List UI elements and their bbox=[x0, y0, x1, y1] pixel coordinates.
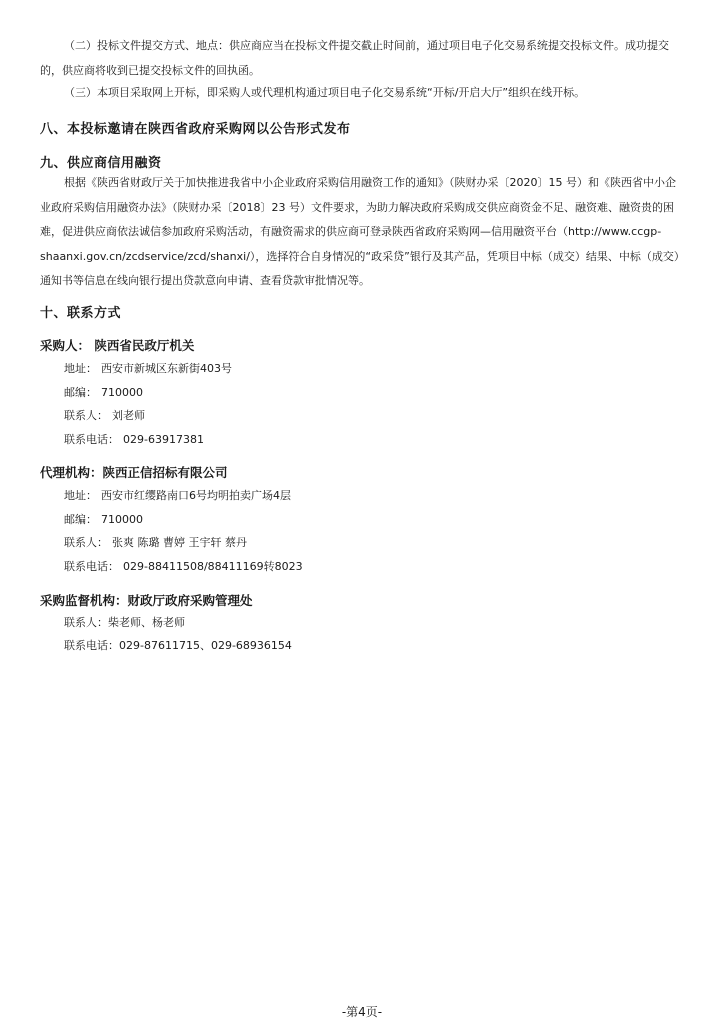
supervisor-contact: 柴老师、杨老师 bbox=[108, 616, 185, 629]
agency-heading: 代理机构：陕西正信招标有限公司 bbox=[40, 465, 228, 480]
purchaser-contact-row bbox=[64, 407, 145, 423]
supervisor-phone-row bbox=[64, 637, 292, 653]
online-opening-paragraph: （三）本项目采取网上开标，即采购人或代理机构通过项目电子化交易系统“开标/开启大厅”组织在线开标。 bbox=[64, 86, 586, 99]
address-label: 地址： bbox=[64, 489, 97, 502]
agency-postcode: 710000 bbox=[101, 513, 143, 526]
supervisor-heading: 采购监督机构：财政厅政府采购管理处 bbox=[40, 593, 253, 608]
purchaser-address-row bbox=[64, 360, 232, 376]
purchaser-phone: 029-63917381 bbox=[123, 433, 204, 446]
supervisor-phone: 029-87611715、029-68936154 bbox=[119, 639, 292, 652]
supervisor-contact-row bbox=[64, 614, 185, 630]
purchaser-postcode-row bbox=[64, 384, 143, 400]
phone-label: 联系电话： bbox=[64, 639, 119, 652]
section-8-heading: 八、本投标邀请在陕西省政府采购网以公告形式发布 bbox=[40, 122, 351, 137]
postcode-label: 邮编： bbox=[64, 513, 97, 526]
agency-phone: 029-88411508/88411169转8023 bbox=[123, 560, 303, 573]
contact-label: 联系人： bbox=[64, 616, 108, 629]
contact-label: 联系人： bbox=[64, 536, 108, 549]
postcode-label: 邮编： bbox=[64, 386, 97, 399]
purchaser-phone-row bbox=[64, 431, 204, 447]
purchaser-contact: 刘老师 bbox=[112, 409, 145, 422]
purchaser-postcode: 710000 bbox=[101, 386, 143, 399]
phone-label: 联系电话： bbox=[64, 560, 119, 573]
bid-submission-paragraph: （二）投标文件提交方式、地点：供应商应当在投标文件提交截止时间前，通过项目电子化交易系统提交投标文件。成功提交的，供应商将收到已提交投标文件的回执函。 bbox=[40, 39, 669, 77]
contact-label: 联系人： bbox=[64, 409, 108, 422]
agency-address: 西安市红缨路南口6号均明拍卖广场4层 bbox=[101, 489, 291, 502]
credit-financing-paragraph: 根据《陕西省财政厅关于加快推进我省中小企业政府采购信用融资工作的通知》（陕财办采〔2020〕15 号）和《陕西省中小企业政府采购信用融资办法》（陕财办采〔2018〕23 号）文件要求，为助力解决政府采购成交供应商资金不足、融资难、融资贵的困难，促进供应商依法诚信参加政府采购活动，有融资需求的供应商可登录陕西省政府采购网—信用融资平台（http://www.ccgp-shaanxi.gov.cn/zcdservice/zcd/shanxi/），选择符合自身情况的“政采贷”银行及其产品，凭项目中标（成交）结果、中标（成交）通知书等信息在线向银行提出贷款意向申请、查看贷款审批情况等。 bbox=[40, 176, 685, 287]
agency-address-row bbox=[64, 487, 291, 503]
section-10-heading: 十、联系方式 bbox=[40, 306, 122, 321]
phone-label: 联系电话： bbox=[64, 433, 119, 446]
agency-postcode-row bbox=[64, 511, 143, 527]
agency-contact-row bbox=[64, 534, 247, 550]
purchaser-address: 西安市新城区东新街403号 bbox=[101, 362, 232, 375]
address-label: 地址： bbox=[64, 362, 97, 375]
agency-phone-row bbox=[64, 558, 303, 574]
purchaser-heading: 采购人： 陕西省民政厅机关 bbox=[40, 338, 195, 353]
agency-contact: 张爽 陈璐 曹婷 王宇轩 蔡丹 bbox=[112, 536, 247, 549]
section-9-heading: 九、供应商信用融资 bbox=[40, 156, 162, 171]
page-number: -第4页- bbox=[341, 1005, 383, 1019]
